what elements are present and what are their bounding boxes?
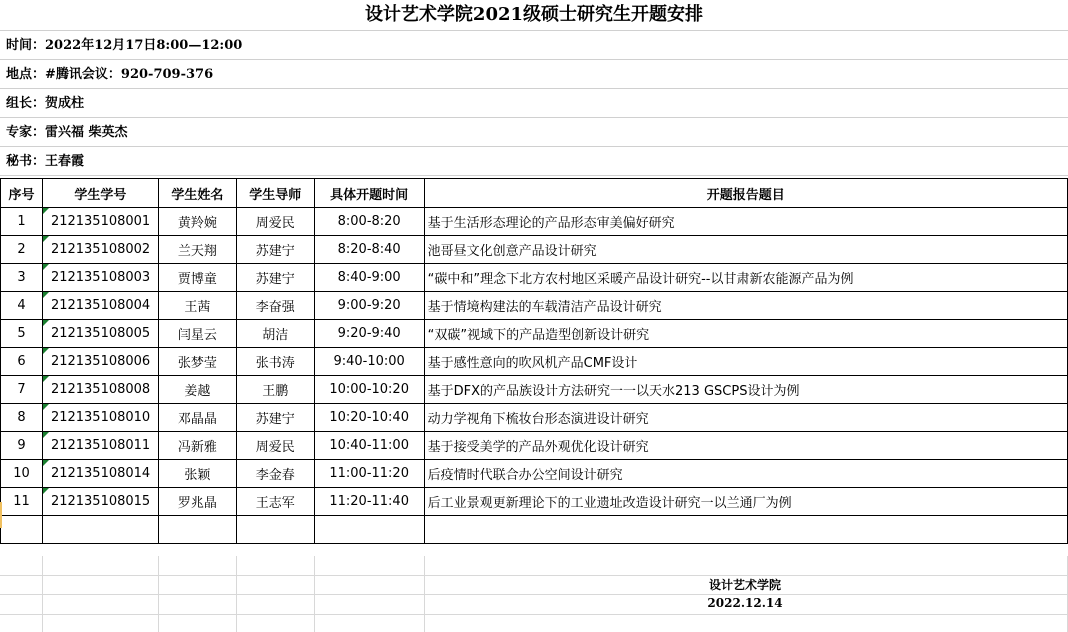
table-header-row	[1, 179, 1068, 208]
header-cell[interactable]: 学生学号	[42, 179, 158, 208]
student-name-cell[interactable]: 黄羚婉	[158, 208, 236, 236]
student-name-cell[interactable]: 闫星云	[158, 320, 236, 348]
topic-cell[interactable]: 后工业景观更新理论下的工业遗址改造设计研究一以兰通厂为例	[424, 488, 1067, 516]
time-slot-cell[interactable]: 11:00-11:20	[314, 460, 424, 488]
footer-organization: 设计艺术学院	[708, 578, 781, 592]
student-id-cell[interactable]	[42, 348, 158, 376]
place-value: #腾讯会议：920-709-376	[45, 67, 214, 82]
student-name-cell[interactable]: 贾博童	[158, 264, 236, 292]
row-selection-marker	[0, 502, 2, 528]
topic-cell[interactable]: 基于接受美学的产品外观优化设计研究	[424, 432, 1067, 460]
number-as-text-marker-icon	[43, 348, 49, 354]
page-title: 设计艺术学院2021级硕士研究生开题安排	[0, 0, 1068, 31]
gridline	[424, 556, 425, 632]
seq-cell[interactable]: 11	[1, 488, 43, 516]
info-secretary-row[interactable]	[0, 147, 1068, 176]
time-slot-cell[interactable]: 9:20-9:40	[314, 320, 424, 348]
gridline	[0, 614, 1068, 615]
advisor-cell[interactable]: 周爱民	[236, 208, 314, 236]
advisor-cell[interactable]: 张书涛	[236, 348, 314, 376]
student-name-cell[interactable]: 张梦莹	[158, 348, 236, 376]
seq-cell[interactable]: 2	[1, 236, 43, 264]
advisor-cell[interactable]: 王鹏	[236, 376, 314, 404]
table-row	[1, 348, 1068, 376]
advisor-cell[interactable]: 王志军	[236, 488, 314, 516]
student-name-cell[interactable]: 张颖	[158, 460, 236, 488]
leader-label: 组长：	[6, 96, 46, 111]
time-slot-cell[interactable]: 10:20-10:40	[314, 404, 424, 432]
table-row	[1, 488, 1068, 516]
gridline	[0, 594, 1068, 595]
topic-cell[interactable]: “碳中和”理念下北方农村地区采暖产品设计研究--以甘肃新农能源产品为例	[424, 264, 1067, 292]
number-as-text-marker-icon	[43, 432, 49, 438]
secretary-label: 秘书：	[6, 154, 46, 169]
topic-cell[interactable]: 基于DFX的产品族设计方法研究一一以天水213 GSCPS设计为例	[424, 376, 1067, 404]
student-id-cell[interactable]	[42, 208, 158, 236]
number-as-text-marker-icon	[43, 404, 49, 410]
topic-cell[interactable]: 基于感性意向的吹风机产品CMF设计	[424, 348, 1067, 376]
student-name-cell[interactable]: 罗兆晶	[158, 488, 236, 516]
table-row	[1, 264, 1068, 292]
table-row	[1, 376, 1068, 404]
table-row	[1, 432, 1068, 460]
empty-cell[interactable]	[236, 516, 314, 544]
student-id-text: 212135108011	[50, 438, 151, 453]
student-id-cell[interactable]	[42, 292, 158, 320]
leader-value: 贺成柱	[45, 96, 85, 111]
student-id-cell[interactable]	[42, 460, 158, 488]
time-slot-cell[interactable]: 8:20-8:40	[314, 236, 424, 264]
seq-cell[interactable]: 4	[1, 292, 43, 320]
time-slot-cell[interactable]: 10:00-10:20	[314, 376, 424, 404]
student-id-cell[interactable]	[42, 264, 158, 292]
advisor-cell[interactable]: 周爱民	[236, 432, 314, 460]
table-row	[1, 320, 1068, 348]
time-label: 时间：	[6, 38, 46, 53]
experts-value: 雷兴福 柴英杰	[45, 125, 128, 140]
seq-cell[interactable]: 1	[1, 208, 43, 236]
number-as-text-marker-icon	[43, 320, 49, 326]
student-id-cell[interactable]	[42, 376, 158, 404]
table-row	[1, 236, 1068, 264]
topic-cell[interactable]: 后疫情时代联合办公空间设计研究	[424, 460, 1067, 488]
empty-table-row	[1, 516, 1068, 544]
seq-cell[interactable]: 10	[1, 460, 43, 488]
student-name-cell[interactable]: 冯新雅	[158, 432, 236, 460]
student-id-text: 212135108001	[50, 214, 151, 229]
topic-cell[interactable]: 基于生活形态理论的产品形态审美偏好研究	[424, 208, 1067, 236]
advisor-cell[interactable]: 苏建宁	[236, 264, 314, 292]
empty-cell[interactable]	[1, 516, 43, 544]
secretary-value: 王春霞	[45, 154, 85, 169]
student-name-cell[interactable]: 姜越	[158, 376, 236, 404]
topic-cell[interactable]: 基于情境构建法的车载清洁产品设计研究	[424, 292, 1067, 320]
number-as-text-marker-icon	[43, 208, 49, 214]
student-id-text: 212135108002	[50, 242, 151, 257]
info-leader-row[interactable]	[0, 89, 1068, 118]
number-as-text-marker-icon	[43, 292, 49, 298]
header-cell[interactable]: 学生导师	[236, 179, 314, 208]
header-cell[interactable]: 开题报告题目	[424, 179, 1067, 208]
student-id-text: 212135108014	[50, 466, 151, 481]
gridline	[236, 556, 237, 632]
student-id-text: 212135108005	[50, 326, 151, 341]
advisor-cell[interactable]: 胡洁	[236, 320, 314, 348]
number-as-text-marker-icon	[43, 488, 49, 494]
seq-cell[interactable]: 7	[1, 376, 43, 404]
place-label: 地点：	[6, 67, 46, 82]
number-as-text-marker-icon	[43, 236, 49, 242]
gridline	[42, 556, 43, 632]
student-id-cell[interactable]	[42, 488, 158, 516]
student-id-cell[interactable]	[42, 236, 158, 264]
topic-cell[interactable]: “双碳”视域下的产品造型创新设计研究	[424, 320, 1067, 348]
info-experts-row[interactable]	[0, 118, 1068, 147]
time-slot-cell[interactable]: 9:40-10:00	[314, 348, 424, 376]
table-row	[1, 208, 1068, 236]
student-id-text: 212135108006	[50, 354, 151, 369]
student-id-cell[interactable]	[42, 404, 158, 432]
student-id-text: 212135108003	[50, 270, 151, 285]
empty-cell[interactable]	[424, 516, 1067, 544]
empty-cell[interactable]	[158, 516, 236, 544]
table-row	[1, 404, 1068, 432]
experts-label: 专家：	[6, 125, 46, 140]
footer-date: 2022.12.14	[707, 596, 783, 610]
header-cell[interactable]: 具体开题时间	[314, 179, 424, 208]
schedule-table	[0, 178, 1068, 544]
empty-cell[interactable]	[42, 516, 158, 544]
gridline	[158, 556, 159, 632]
time-slot-cell[interactable]: 11:20-11:40	[314, 488, 424, 516]
time-slot-cell[interactable]: 9:00-9:20	[314, 292, 424, 320]
time-value: 2022年12月17日8:00—12:00	[45, 38, 243, 53]
table-row	[1, 292, 1068, 320]
time-slot-cell[interactable]: 10:40-11:00	[314, 432, 424, 460]
seq-cell[interactable]: 6	[1, 348, 43, 376]
student-name-cell[interactable]: 兰天翔	[158, 236, 236, 264]
student-id-text: 212135108008	[50, 382, 151, 397]
topic-cell[interactable]: 动力学视角下梳妆台形态演进设计研究	[424, 404, 1067, 432]
advisor-cell[interactable]: 李奋强	[236, 292, 314, 320]
empty-cell[interactable]	[314, 516, 424, 544]
student-id-cell[interactable]	[42, 432, 158, 460]
header-cell[interactable]: 学生姓名	[158, 179, 236, 208]
seq-cell[interactable]: 5	[1, 320, 43, 348]
gridline	[314, 556, 315, 632]
student-id-text: 212135108010	[50, 410, 151, 425]
number-as-text-marker-icon	[43, 264, 49, 270]
info-time-row[interactable]	[0, 31, 1068, 60]
time-slot-cell[interactable]: 8:40-9:00	[314, 264, 424, 292]
time-slot-cell[interactable]: 8:00-8:20	[314, 208, 424, 236]
table-row	[1, 460, 1068, 488]
seq-cell[interactable]: 8	[1, 404, 43, 432]
topic-cell[interactable]: 池哥昼文化创意产品设计研究	[424, 236, 1067, 264]
header-cell[interactable]: 序号	[1, 179, 43, 208]
info-place-row[interactable]	[0, 60, 1068, 89]
seq-cell[interactable]: 9	[1, 432, 43, 460]
student-id-text: 212135108015	[50, 494, 151, 509]
advisor-cell[interactable]: 苏建宁	[236, 236, 314, 264]
gridline	[0, 575, 1068, 576]
student-id-cell[interactable]	[42, 320, 158, 348]
student-id-text: 212135108004	[50, 298, 151, 313]
advisor-cell[interactable]: 李金春	[236, 460, 314, 488]
number-as-text-marker-icon	[43, 460, 49, 466]
advisor-cell[interactable]: 苏建宁	[236, 404, 314, 432]
number-as-text-marker-icon	[43, 376, 49, 382]
seq-cell[interactable]: 3	[1, 264, 43, 292]
student-name-cell[interactable]: 王茜	[158, 292, 236, 320]
student-name-cell[interactable]: 邓晶晶	[158, 404, 236, 432]
